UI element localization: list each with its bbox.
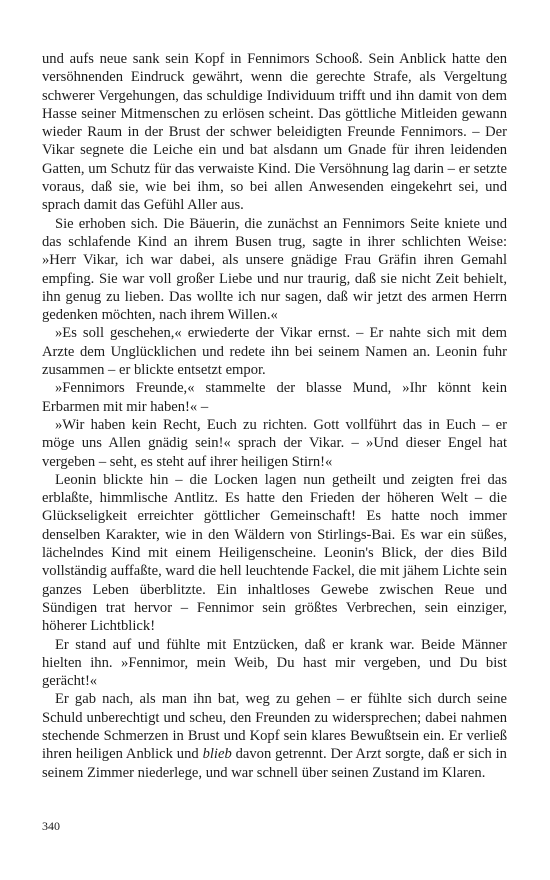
- paragraph-text: »Fennimors Freunde,« stammelte der blasse Mund, »Ihr könnt kein Erbarmen mit mir haben!« –: [42, 380, 507, 415]
- paragraph: [42, 416, 507, 471]
- paragraph-text: davon getrennt. Der Arzt sorgte, daß er sich in seinem Zimmer niederlege, und war schnell über seinen Zustand im Klaren.: [42, 746, 507, 781]
- paragraph-text: »Wir haben kein Recht, Euch zu richten. Gott vollführt das in Euch – er möge uns Allen gnädig sein!« sprach der Vikar. – »Und dieser Engel hat vergeben – seht, es steht auf ihrer heiligen Stirn!«: [42, 416, 507, 470]
- paragraph: [42, 379, 507, 416]
- paragraph-text: Sie erhoben sich. Die Bäuerin, die zunächst an Fennimors Seite kniete und das schlafende Kind an ihrem Busen trug, sagte in ihrer schlichten Weise: »Herr Vikar, ich war dabei, als unsere gnädige Frau Gräfin ihren Gemahl empfing. Sie war voll großer Liebe und nur traurig, daß sie nicht Zeit behielt, ihn genug zu lieben. Das wollte ich nur sagen, daß wir jetzt des armen Herrn gedenken möchten, nach ihrem Willen.«: [42, 215, 507, 324]
- paragraph-text: Er stand auf und fühlte mit Entzücken, daß er krank war. Beide Männer hielten ihn. »Fennimor, mein Weib, Du hast mir vergeben, und Du bist gerächt!«: [42, 636, 507, 690]
- emphasized-word: blieb: [202, 746, 232, 763]
- page-number: 340: [42, 819, 60, 833]
- paragraph: [42, 690, 507, 781]
- text-page: [42, 50, 507, 782]
- paragraph-text: Er gab nach, als man ihn bat, weg zu gehen – er fühlte sich durch seine Schuld unberechtigt und scheu, den Freunden zu widersprechen; dabei nahmen stechende Schmerzen in Brust und Kopf sein klares Bewußtsein ein. Er verließ ihren heiligen Anblick und: [42, 691, 507, 763]
- paragraph-text: »Es soll geschehen,« erwiederte der Vikar ernst. – Er nahte sich mit dem Arzte dem Unglücklichen und redete ihn bei seinem Namen an. Leonin fuhr zusammen – er blickte entsetzt empor.: [42, 325, 507, 379]
- paragraph-text: Leonin blickte hin – die Locken lagen nun getheilt und zeigten frei das erblaßte, himmlische Antlitz. Es hatte den Frieden der höheren Welt – die Glückseligkeit erreichter göttlicher Gemeinschaft! Es hatte noch immer denselben Karakter, wie in den Wäldern von Stirlings-Bai. Es war ein süßes, lächelndes Kind mit einem Heiligenscheine. Leonin's Blick, der dies Bild vollständig auffaßte, ward die hell leuchtende Fackel, die mit jähem Lichte sein ganzes Leben überblitzte. Ein inhaltloses Gewebe zwischen Reue und Sündigen trat hervor – Fennimor sein größtes Verbrechen, sein einziger, höherer Lichtblick!: [42, 471, 507, 635]
- paragraph: [42, 471, 507, 636]
- paragraph: [42, 50, 507, 215]
- paragraph: [42, 215, 507, 325]
- paragraph: [42, 636, 507, 691]
- paragraph: [42, 324, 507, 379]
- paragraph-text: und aufs neue sank sein Kopf in Fennimors Schooß. Sein Anblick hatte den versöhnenden Eindruck gewährt, wenn die gerechte Strafe, als Vergeltung schwerer Vergehungen, das schuldige Individuum trifft und ihn damit von dem Hasse seiner Mitmenschen zu erlösen scheint. Das göttliche Mitleiden gewann wieder Raum in der Brust der schwer beleidigten Freunde Fennimors. – Der Vikar segnete die Leiche ein und bat alsdann um Gnade für ihren leidenden Gatten, um Schutz für das verwaiste Kind. Die Versöhnung lag darin – er setzte voraus, daß sie, wie bei ihm, so bei allen Anwesenden eingekehrt sei, und sprach damit das Gefühl Aller aus.: [42, 51, 507, 214]
